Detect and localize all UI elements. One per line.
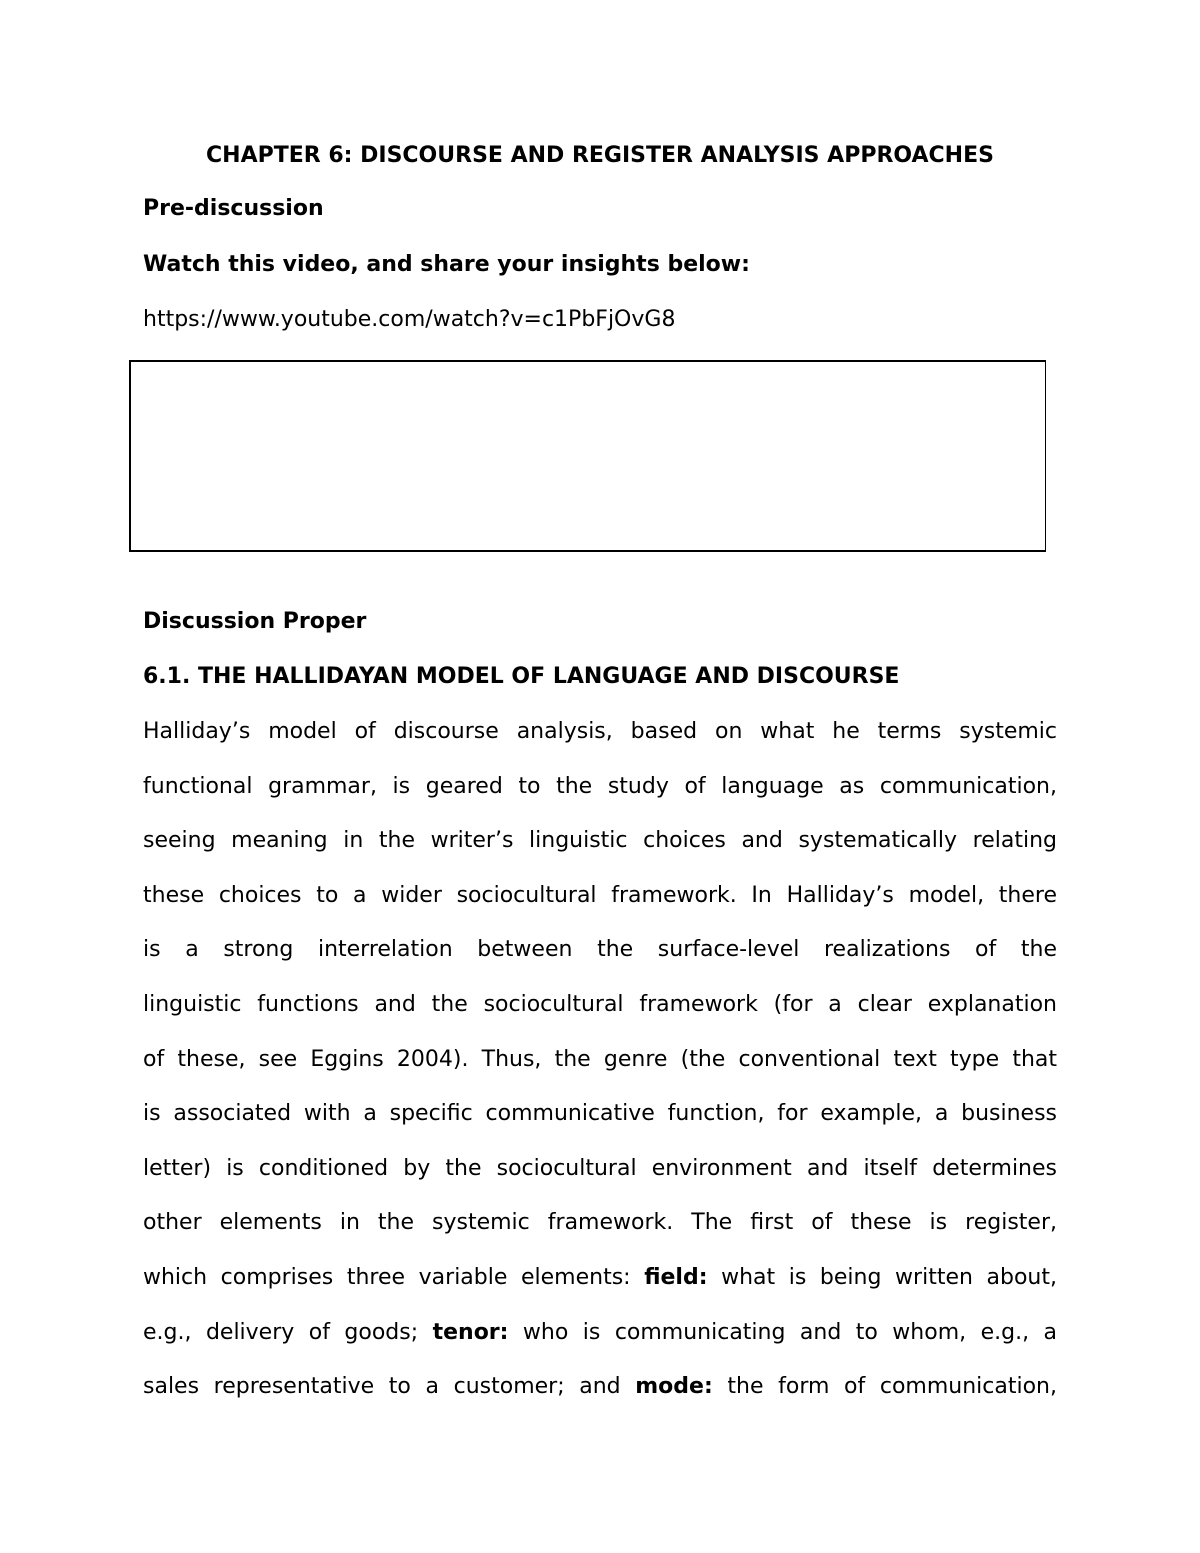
term-tenor: tenor: — [432, 1319, 509, 1345]
mode-line-text: the form of communication, — [712, 1374, 1057, 1400]
field-line-text: which comprises three variable elements: — [143, 1264, 645, 1290]
body-paragraph — [143, 716, 1057, 1426]
paragraph-line-field — [143, 1262, 1057, 1317]
paragraph-line: Halliday’s model of discourse analysis, based on what he terms systemic — [143, 719, 1057, 744]
term-field: field: — [644, 1264, 708, 1290]
chapter-title: CHAPTER 6: DISCOURSE AND REGISTER ANALYSIS APPROACHES — [206, 143, 994, 168]
section-heading: 6.1. THE HALLIDAYAN MODEL OF LANGUAGE AND DISCOURSE — [143, 664, 900, 689]
mode-line-text: sales representative to a customer; and — [143, 1374, 636, 1400]
paragraph-line: letter) is conditioned by the sociocultural environment and itself determines — [143, 1155, 1057, 1181]
insights-answer-box[interactable] — [129, 360, 1046, 552]
paragraph-line: linguistic functions and the sociocultural framework (for a clear explanation — [143, 991, 1057, 1017]
paragraph-line: of these, see Eggins 2004). Thus, the genre (the conventional text type that — [143, 1046, 1057, 1072]
video-link[interactable]: https://www.youtube.com/watch?v=c1PbFjOvG8 — [143, 307, 676, 332]
paragraph-line: is a strong interrelation between the surface-level realizations of the — [143, 937, 1057, 963]
paragraph-line-tenor — [143, 1317, 1057, 1372]
tenor-line-text: who is communicating and to whom, e.g., a — [508, 1319, 1057, 1345]
paragraph-line-mode — [143, 1371, 1057, 1426]
video-instruction: Watch this video, and share your insights below: — [143, 252, 750, 277]
term-mode: mode: — [635, 1374, 713, 1400]
paragraph-line: seeing meaning in the writer’s linguistic choices and systematically relating — [143, 828, 1057, 854]
paragraph-line: is associated with a specific communicative function, for example, a business — [143, 1101, 1057, 1127]
paragraph-line: these choices to a wider sociocultural framework. In Halliday’s model, there — [143, 882, 1057, 908]
paragraph-line: functional grammar, is geared to the study of language as communication, — [143, 773, 1057, 799]
tenor-line-text: e.g., delivery of goods; — [143, 1319, 433, 1345]
discussion-proper-heading: Discussion Proper — [143, 609, 367, 634]
field-line-text: what is being written about, — [707, 1264, 1057, 1290]
pre-discussion-heading: Pre-discussion — [143, 196, 324, 221]
paragraph-line: other elements in the systemic framework. The first of these is register, — [143, 1210, 1057, 1236]
